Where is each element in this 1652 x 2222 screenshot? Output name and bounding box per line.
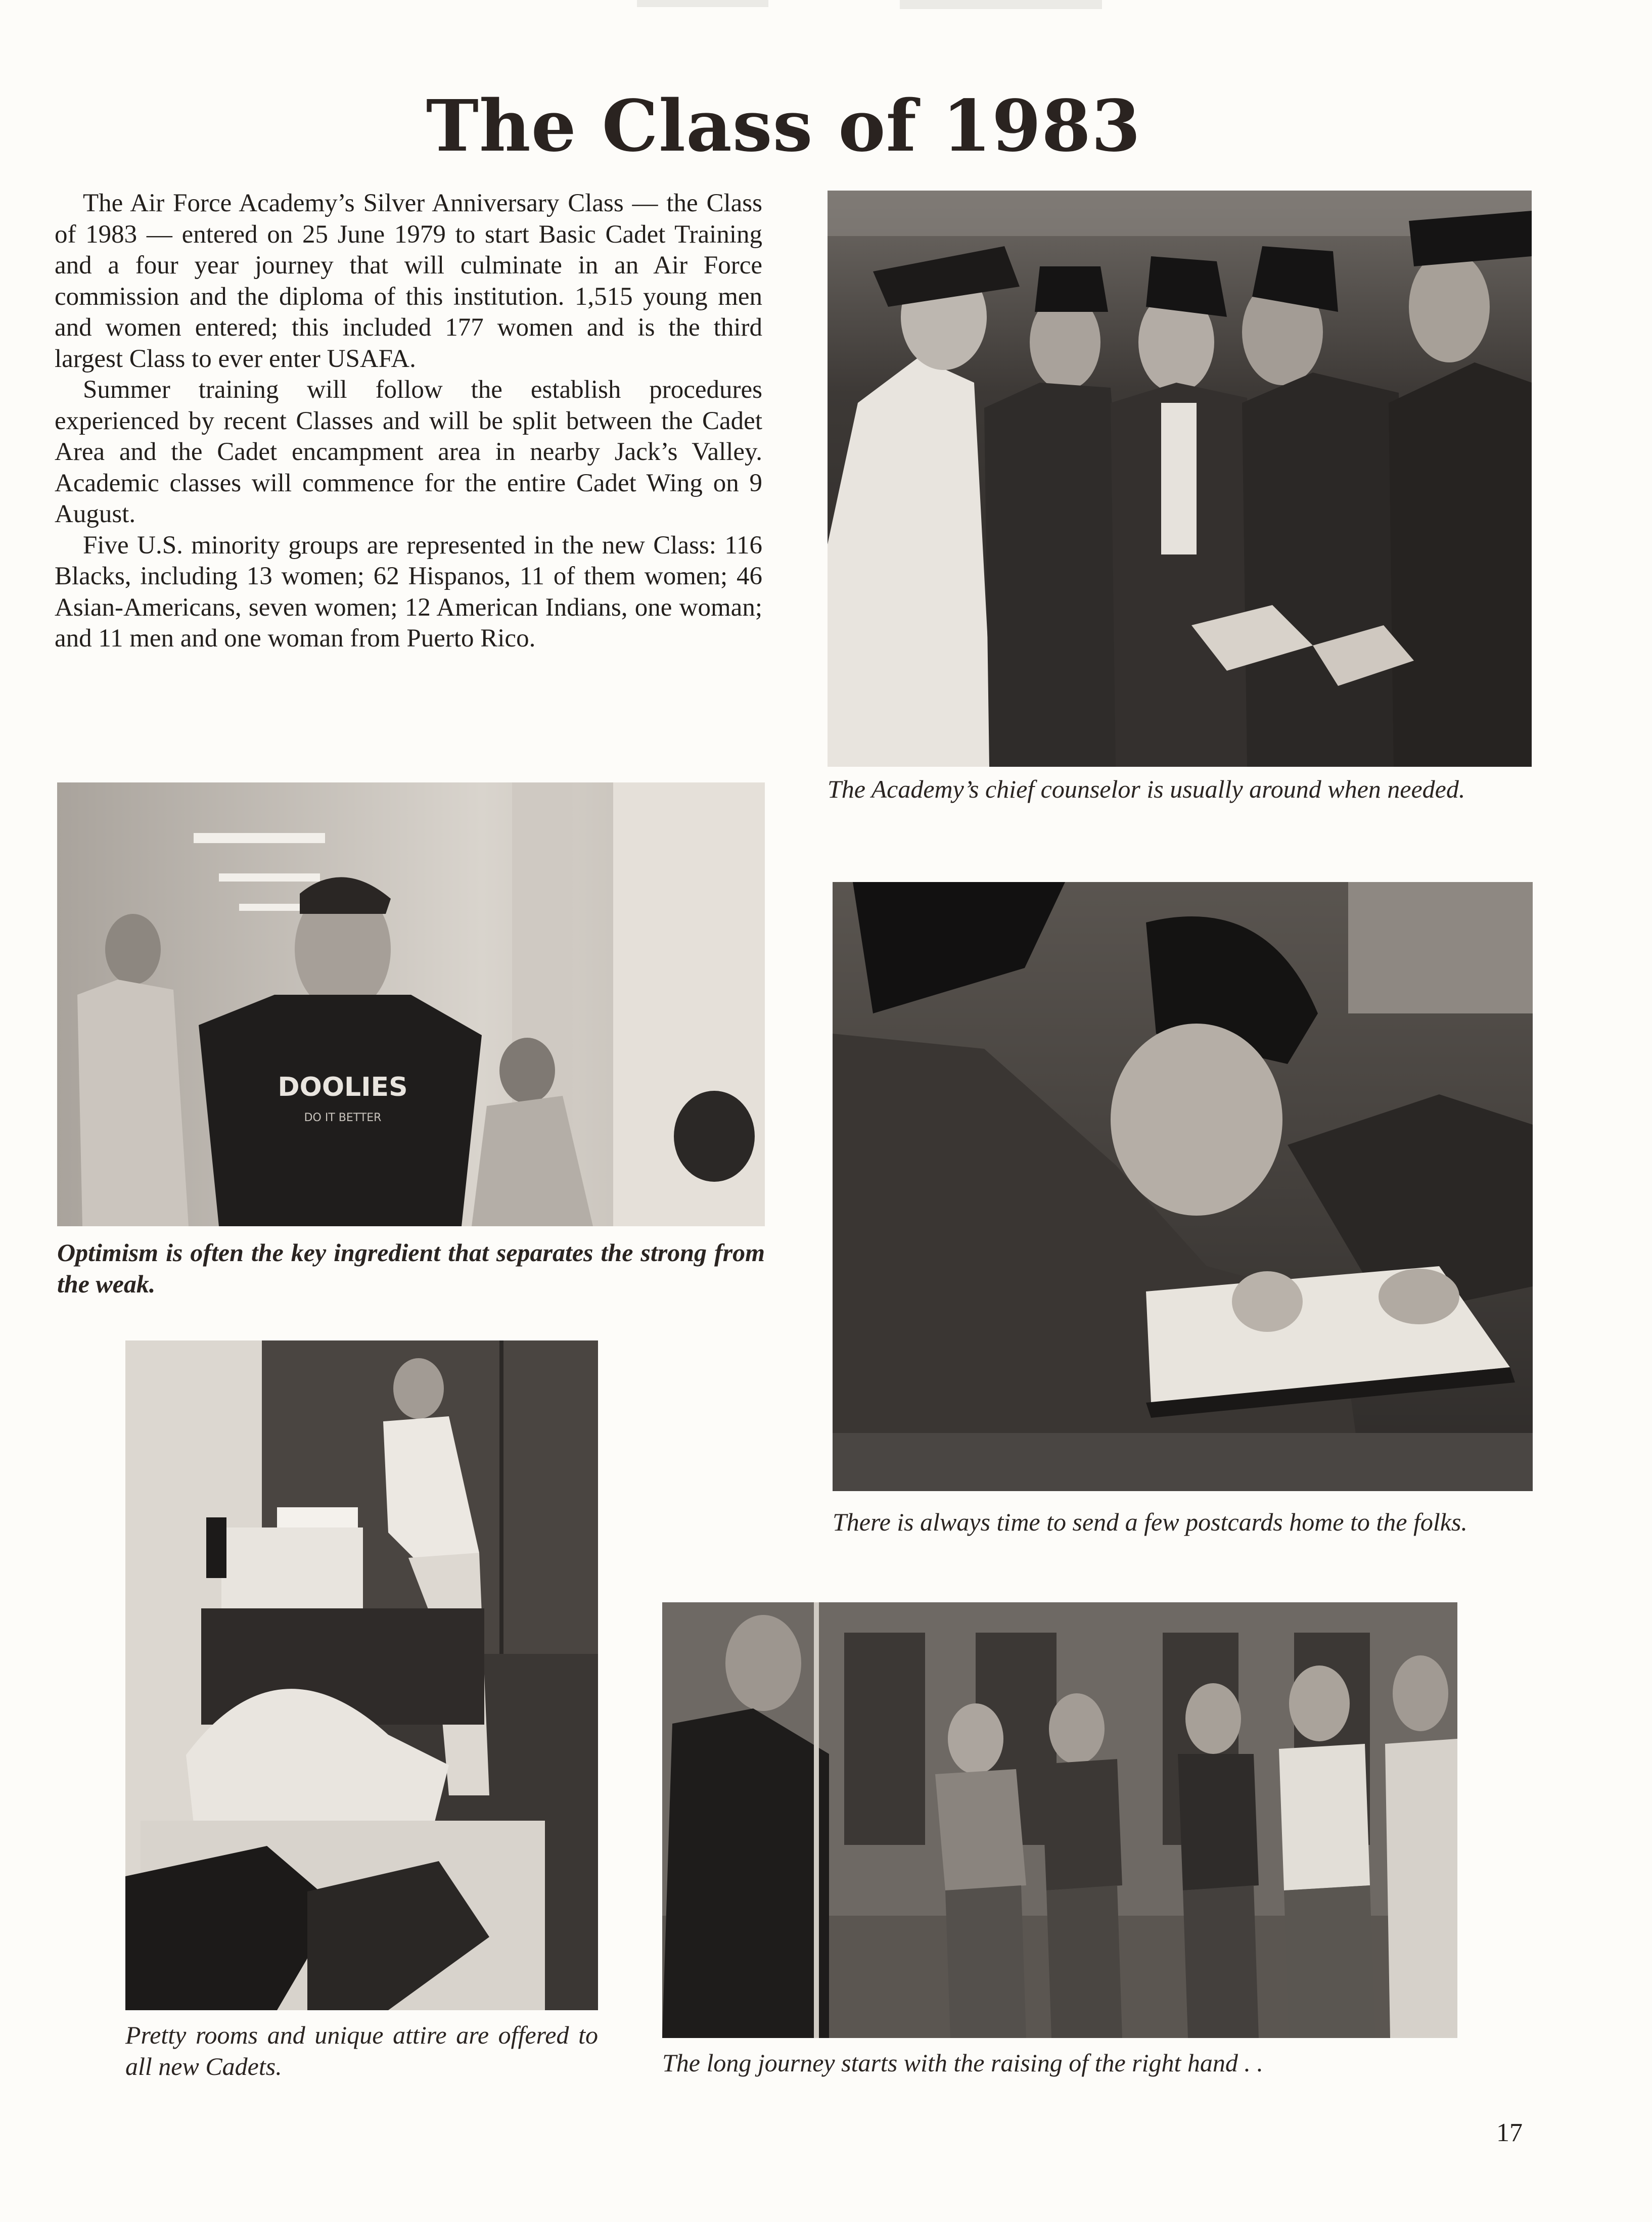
scan-mark bbox=[637, 0, 768, 7]
shirt-logo-subtext: DO IT BETTER bbox=[304, 1112, 382, 1124]
scan-mark bbox=[900, 0, 1102, 9]
page-number: 17 bbox=[1496, 2118, 1523, 2147]
intro-paragraph: Summer training will follow the establish procedures experienced by recent Classes and will be split between the Cadet Area and the Cadet encampment area in nearby Jack’s Valley. Academic classes will commence for the entire Cadet Wing on 9 August. bbox=[55, 376, 762, 528]
shirt-logo-text: DOOLIES bbox=[278, 1072, 408, 1102]
page-title: The Class of 1983 bbox=[426, 85, 1141, 168]
counselor-caption: The Academy’s chief counselor is usually around when needed. bbox=[828, 775, 1465, 803]
room-photo bbox=[125, 1340, 598, 2010]
intro-paragraph: Five U.S. minority groups are represented in the new Class: 116 Blacks, including 13 women; 62 Hispanos, 11 of them women; 46 Asian-Americans, seven women; 12 American Indians, one woman; and 11 men and one woman from Puerto Rico. bbox=[55, 531, 762, 653]
intro-paragraph: The Air Force Academy’s Silver Anniversary Class — the Class of 1983 — entered on 25 June 1979 to start Basic Cadet Training and a four year journey that will culminate in an Air Force commission and the diploma of this institution. 1,515 young men and women entered; this included 177 women and is the third largest Class to ever enter USAFA. bbox=[55, 189, 762, 373]
postcards-photo bbox=[833, 882, 1533, 1491]
hallway-photo bbox=[57, 782, 765, 1226]
oath-photo bbox=[662, 1602, 1457, 2038]
hallway-caption: Optimism is often the key ingredient that separates the strong from the weak. bbox=[57, 1238, 765, 1298]
oath-caption: The long journey starts with the raising of the right hand . . bbox=[662, 2049, 1263, 2077]
intro-text bbox=[55, 188, 762, 655]
counselor-photo bbox=[828, 191, 1532, 767]
room-caption: Pretty rooms and unique attire are offered to all new Cadets. bbox=[125, 2021, 598, 2080]
postcards-caption: There is always time to send a few postcards home to the folks. bbox=[833, 1508, 1467, 1536]
